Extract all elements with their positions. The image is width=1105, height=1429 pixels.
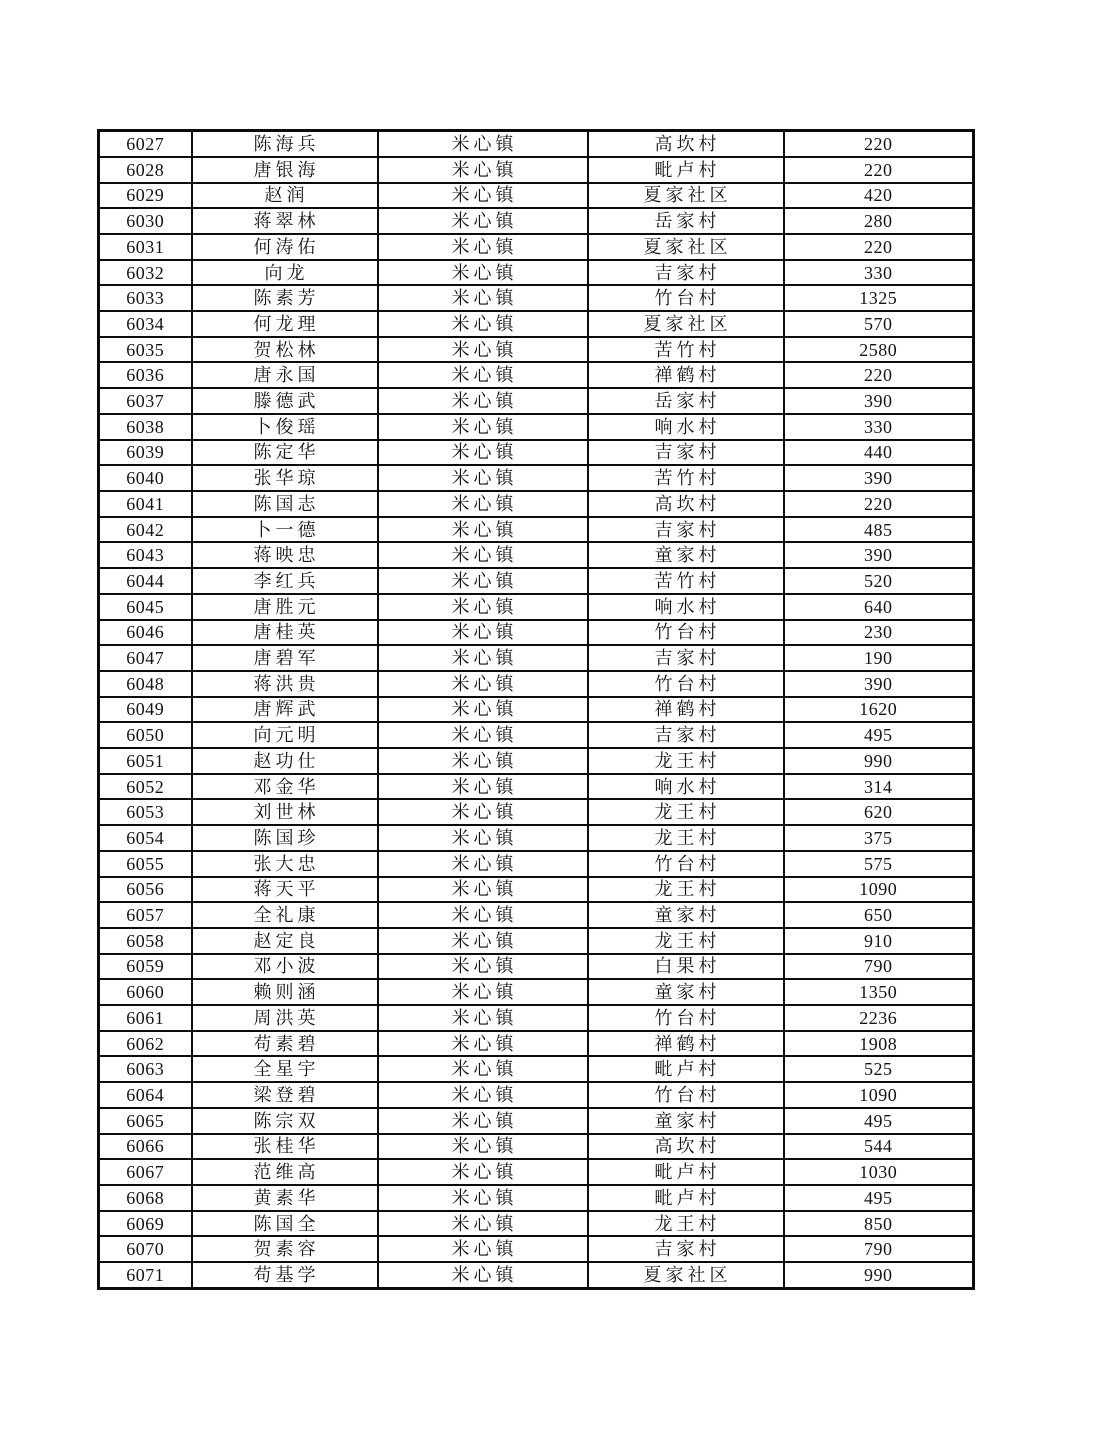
id-cell: 6049 [99, 697, 192, 723]
name-cell: 赵功仕 [192, 748, 378, 774]
table-row [99, 465, 974, 491]
village-cell: 响水村 [588, 774, 784, 800]
village-cell: 夏家社区 [588, 183, 784, 209]
village-cell: 龙王村 [588, 877, 784, 903]
name-cell: 陈素芳 [192, 285, 378, 311]
village-cell: 吉家村 [588, 517, 784, 543]
table-row [99, 825, 974, 851]
name-cell: 蒋映忠 [192, 542, 378, 568]
id-cell: 6056 [99, 877, 192, 903]
village-cell: 竹台村 [588, 1005, 784, 1031]
town-cell: 米心镇 [378, 877, 588, 903]
name-cell: 卜一德 [192, 517, 378, 543]
table-row [99, 979, 974, 1005]
village-cell: 白果村 [588, 954, 784, 980]
village-cell: 童家村 [588, 979, 784, 1005]
amount-cell: 495 [784, 1185, 974, 1211]
table-row [99, 1236, 974, 1262]
table-row [99, 799, 974, 825]
id-cell: 6041 [99, 491, 192, 517]
village-cell: 童家村 [588, 542, 784, 568]
village-cell: 吉家村 [588, 440, 784, 466]
id-cell: 6050 [99, 722, 192, 748]
name-cell: 蒋洪贵 [192, 671, 378, 697]
id-cell: 6032 [99, 260, 192, 286]
village-cell: 竹台村 [588, 671, 784, 697]
amount-cell: 1090 [784, 1082, 974, 1108]
town-cell: 米心镇 [378, 388, 588, 414]
name-cell: 全星宇 [192, 1056, 378, 1082]
town-cell: 米心镇 [378, 1159, 588, 1185]
amount-cell: 570 [784, 311, 974, 337]
name-cell: 陈宗双 [192, 1108, 378, 1134]
village-cell: 夏家社区 [588, 311, 784, 337]
amount-cell: 1350 [784, 979, 974, 1005]
table-row [99, 954, 974, 980]
name-cell: 苟基学 [192, 1262, 378, 1288]
amount-cell: 990 [784, 1262, 974, 1288]
id-cell: 6034 [99, 311, 192, 337]
town-cell: 米心镇 [378, 748, 588, 774]
table-row [99, 697, 974, 723]
id-cell: 6066 [99, 1134, 192, 1160]
town-cell: 米心镇 [378, 517, 588, 543]
table-row [99, 491, 974, 517]
amount-cell: 1030 [784, 1159, 974, 1185]
table-row [99, 440, 974, 466]
table-row [99, 234, 974, 260]
table-row [99, 131, 974, 157]
village-cell: 高坎村 [588, 131, 784, 157]
name-cell: 蒋天平 [192, 877, 378, 903]
town-cell: 米心镇 [378, 260, 588, 286]
amount-cell: 220 [784, 234, 974, 260]
table-row [99, 285, 974, 311]
amount-cell: 390 [784, 542, 974, 568]
town-cell: 米心镇 [378, 954, 588, 980]
town-cell: 米心镇 [378, 440, 588, 466]
amount-cell: 790 [784, 1236, 974, 1262]
table-row [99, 388, 974, 414]
name-cell: 唐桂英 [192, 620, 378, 646]
id-cell: 6046 [99, 620, 192, 646]
village-cell: 毗卢村 [588, 157, 784, 183]
amount-cell: 420 [784, 183, 974, 209]
name-cell: 何涛佑 [192, 234, 378, 260]
amount-cell: 850 [784, 1211, 974, 1237]
id-cell: 6061 [99, 1005, 192, 1031]
village-cell: 高坎村 [588, 491, 784, 517]
id-cell: 6051 [99, 748, 192, 774]
id-cell: 6070 [99, 1236, 192, 1262]
id-cell: 6065 [99, 1108, 192, 1134]
town-cell: 米心镇 [378, 1185, 588, 1211]
town-cell: 米心镇 [378, 1056, 588, 1082]
name-cell: 黄素华 [192, 1185, 378, 1211]
id-cell: 6059 [99, 954, 192, 980]
town-cell: 米心镇 [378, 362, 588, 388]
id-cell: 6052 [99, 774, 192, 800]
table-row [99, 774, 974, 800]
name-cell: 张华琼 [192, 465, 378, 491]
town-cell: 米心镇 [378, 465, 588, 491]
table-row [99, 1082, 974, 1108]
village-cell: 禅鹤村 [588, 697, 784, 723]
town-cell: 米心镇 [378, 1262, 588, 1288]
town-cell: 米心镇 [378, 208, 588, 234]
name-cell: 唐胜元 [192, 594, 378, 620]
name-cell: 蒋翠林 [192, 208, 378, 234]
amount-cell: 220 [784, 157, 974, 183]
id-cell: 6043 [99, 542, 192, 568]
id-cell: 6033 [99, 285, 192, 311]
table-row [99, 928, 974, 954]
name-cell: 唐永国 [192, 362, 378, 388]
town-cell: 米心镇 [378, 1134, 588, 1160]
table-row [99, 1031, 974, 1057]
name-cell: 张大忠 [192, 851, 378, 877]
amount-cell: 390 [784, 388, 974, 414]
amount-cell: 220 [784, 362, 974, 388]
town-cell: 米心镇 [378, 1005, 588, 1031]
table-row [99, 851, 974, 877]
village-cell: 竹台村 [588, 851, 784, 877]
name-cell: 何龙理 [192, 311, 378, 337]
table-row [99, 1005, 974, 1031]
table-row [99, 645, 974, 671]
town-cell: 米心镇 [378, 234, 588, 260]
village-cell: 苦竹村 [588, 337, 784, 363]
name-cell: 陈海兵 [192, 131, 378, 157]
village-cell: 禅鹤村 [588, 1031, 784, 1057]
id-cell: 6036 [99, 362, 192, 388]
id-cell: 6029 [99, 183, 192, 209]
town-cell: 米心镇 [378, 131, 588, 157]
amount-cell: 314 [784, 774, 974, 800]
village-cell: 龙王村 [588, 928, 784, 954]
id-cell: 6057 [99, 902, 192, 928]
village-cell: 岳家村 [588, 208, 784, 234]
name-cell: 唐辉武 [192, 697, 378, 723]
town-cell: 米心镇 [378, 722, 588, 748]
village-cell: 吉家村 [588, 645, 784, 671]
village-cell: 高坎村 [588, 1134, 784, 1160]
town-cell: 米心镇 [378, 774, 588, 800]
town-cell: 米心镇 [378, 1082, 588, 1108]
amount-cell: 230 [784, 620, 974, 646]
table-row [99, 517, 974, 543]
name-cell: 刘世林 [192, 799, 378, 825]
town-cell: 米心镇 [378, 1108, 588, 1134]
amount-cell: 1620 [784, 697, 974, 723]
village-cell: 夏家社区 [588, 1262, 784, 1288]
id-cell: 6060 [99, 979, 192, 1005]
amount-cell: 650 [784, 902, 974, 928]
town-cell: 米心镇 [378, 928, 588, 954]
table-row [99, 722, 974, 748]
amount-cell: 330 [784, 414, 974, 440]
id-cell: 6035 [99, 337, 192, 363]
id-cell: 6044 [99, 568, 192, 594]
id-cell: 6039 [99, 440, 192, 466]
town-cell: 米心镇 [378, 337, 588, 363]
village-cell: 响水村 [588, 594, 784, 620]
town-cell: 米心镇 [378, 157, 588, 183]
village-cell: 童家村 [588, 902, 784, 928]
table-row [99, 414, 974, 440]
village-cell: 吉家村 [588, 1236, 784, 1262]
amount-cell: 440 [784, 440, 974, 466]
town-cell: 米心镇 [378, 568, 588, 594]
amount-cell: 390 [784, 671, 974, 697]
name-cell: 苟素碧 [192, 1031, 378, 1057]
town-cell: 米心镇 [378, 1211, 588, 1237]
table-row [99, 1159, 974, 1185]
table-row [99, 311, 974, 337]
id-cell: 6055 [99, 851, 192, 877]
table-row [99, 1134, 974, 1160]
village-cell: 苦竹村 [588, 568, 784, 594]
table-row [99, 183, 974, 209]
name-cell: 赵润 [192, 183, 378, 209]
amount-cell: 220 [784, 491, 974, 517]
amount-cell: 280 [784, 208, 974, 234]
name-cell: 李红兵 [192, 568, 378, 594]
amount-cell: 495 [784, 722, 974, 748]
id-cell: 6063 [99, 1056, 192, 1082]
id-cell: 6068 [99, 1185, 192, 1211]
name-cell: 邓金华 [192, 774, 378, 800]
name-cell: 陈定华 [192, 440, 378, 466]
name-cell: 唐碧军 [192, 645, 378, 671]
name-cell: 唐银海 [192, 157, 378, 183]
name-cell: 邓小波 [192, 954, 378, 980]
town-cell: 米心镇 [378, 594, 588, 620]
village-cell: 禅鹤村 [588, 362, 784, 388]
amount-cell: 375 [784, 825, 974, 851]
town-cell: 米心镇 [378, 979, 588, 1005]
name-cell: 全礼康 [192, 902, 378, 928]
table-row [99, 1185, 974, 1211]
amount-cell: 2236 [784, 1005, 974, 1031]
town-cell: 米心镇 [378, 285, 588, 311]
name-cell: 向龙 [192, 260, 378, 286]
table-row [99, 1108, 974, 1134]
table-body [99, 131, 974, 1289]
town-cell: 米心镇 [378, 183, 588, 209]
amount-cell: 575 [784, 851, 974, 877]
id-cell: 6042 [99, 517, 192, 543]
village-cell: 龙王村 [588, 1211, 784, 1237]
table-row [99, 542, 974, 568]
id-cell: 6038 [99, 414, 192, 440]
table-row [99, 748, 974, 774]
village-cell: 吉家村 [588, 722, 784, 748]
id-cell: 6048 [99, 671, 192, 697]
id-cell: 6047 [99, 645, 192, 671]
amount-cell: 640 [784, 594, 974, 620]
amount-cell: 390 [784, 465, 974, 491]
id-cell: 6067 [99, 1159, 192, 1185]
id-cell: 6037 [99, 388, 192, 414]
town-cell: 米心镇 [378, 697, 588, 723]
amount-cell: 910 [784, 928, 974, 954]
table-row [99, 362, 974, 388]
id-cell: 6040 [99, 465, 192, 491]
name-cell: 陈国全 [192, 1211, 378, 1237]
id-cell: 6030 [99, 208, 192, 234]
name-cell: 陈国珍 [192, 825, 378, 851]
town-cell: 米心镇 [378, 851, 588, 877]
amount-cell: 1090 [784, 877, 974, 903]
town-cell: 米心镇 [378, 542, 588, 568]
id-cell: 6053 [99, 799, 192, 825]
village-cell: 龙王村 [588, 748, 784, 774]
town-cell: 米心镇 [378, 1236, 588, 1262]
id-cell: 6031 [99, 234, 192, 260]
amount-cell: 1908 [784, 1031, 974, 1057]
town-cell: 米心镇 [378, 825, 588, 851]
amount-cell: 520 [784, 568, 974, 594]
table-row [99, 208, 974, 234]
table-row [99, 594, 974, 620]
town-cell: 米心镇 [378, 902, 588, 928]
village-cell: 苦竹村 [588, 465, 784, 491]
village-cell: 毗卢村 [588, 1056, 784, 1082]
town-cell: 米心镇 [378, 1031, 588, 1057]
town-cell: 米心镇 [378, 671, 588, 697]
table-row [99, 568, 974, 594]
id-cell: 6069 [99, 1211, 192, 1237]
amount-cell: 790 [784, 954, 974, 980]
amount-cell: 485 [784, 517, 974, 543]
amount-cell: 620 [784, 799, 974, 825]
name-cell: 周洪英 [192, 1005, 378, 1031]
village-cell: 毗卢村 [588, 1159, 784, 1185]
id-cell: 6028 [99, 157, 192, 183]
name-cell: 赵定良 [192, 928, 378, 954]
village-cell: 夏家社区 [588, 234, 784, 260]
table-row [99, 1056, 974, 1082]
id-cell: 6027 [99, 131, 192, 157]
amount-cell: 330 [784, 260, 974, 286]
amount-cell: 544 [784, 1134, 974, 1160]
village-cell: 龙王村 [588, 825, 784, 851]
id-cell: 6054 [99, 825, 192, 851]
id-cell: 6045 [99, 594, 192, 620]
table-row [99, 1262, 974, 1288]
id-cell: 6064 [99, 1082, 192, 1108]
name-cell: 向元明 [192, 722, 378, 748]
id-cell: 6071 [99, 1262, 192, 1288]
name-cell: 范维高 [192, 1159, 378, 1185]
name-cell: 张桂华 [192, 1134, 378, 1160]
amount-cell: 190 [784, 645, 974, 671]
table-row [99, 671, 974, 697]
name-cell: 贺松林 [192, 337, 378, 363]
village-cell: 竹台村 [588, 620, 784, 646]
name-cell: 陈国志 [192, 491, 378, 517]
name-cell: 卜俊瑶 [192, 414, 378, 440]
table-row [99, 1211, 974, 1237]
village-cell: 毗卢村 [588, 1185, 784, 1211]
name-cell: 梁登碧 [192, 1082, 378, 1108]
village-cell: 吉家村 [588, 260, 784, 286]
amount-cell: 220 [784, 131, 974, 157]
name-cell: 贺素容 [192, 1236, 378, 1262]
town-cell: 米心镇 [378, 645, 588, 671]
table-row [99, 260, 974, 286]
id-cell: 6062 [99, 1031, 192, 1057]
table-row [99, 157, 974, 183]
village-cell: 童家村 [588, 1108, 784, 1134]
table-row [99, 902, 974, 928]
village-cell: 竹台村 [588, 1082, 784, 1108]
amount-cell: 2580 [784, 337, 974, 363]
town-cell: 米心镇 [378, 414, 588, 440]
amount-cell: 495 [784, 1108, 974, 1134]
village-cell: 竹台村 [588, 285, 784, 311]
table-row [99, 337, 974, 363]
town-cell: 米心镇 [378, 799, 588, 825]
data-table [97, 129, 975, 1290]
village-cell: 岳家村 [588, 388, 784, 414]
table-row [99, 877, 974, 903]
town-cell: 米心镇 [378, 491, 588, 517]
village-cell: 龙王村 [588, 799, 784, 825]
town-cell: 米心镇 [378, 620, 588, 646]
amount-cell: 1325 [784, 285, 974, 311]
town-cell: 米心镇 [378, 311, 588, 337]
name-cell: 赖则涵 [192, 979, 378, 1005]
name-cell: 滕德武 [192, 388, 378, 414]
amount-cell: 990 [784, 748, 974, 774]
village-cell: 响水村 [588, 414, 784, 440]
id-cell: 6058 [99, 928, 192, 954]
table-row [99, 620, 974, 646]
amount-cell: 525 [784, 1056, 974, 1082]
